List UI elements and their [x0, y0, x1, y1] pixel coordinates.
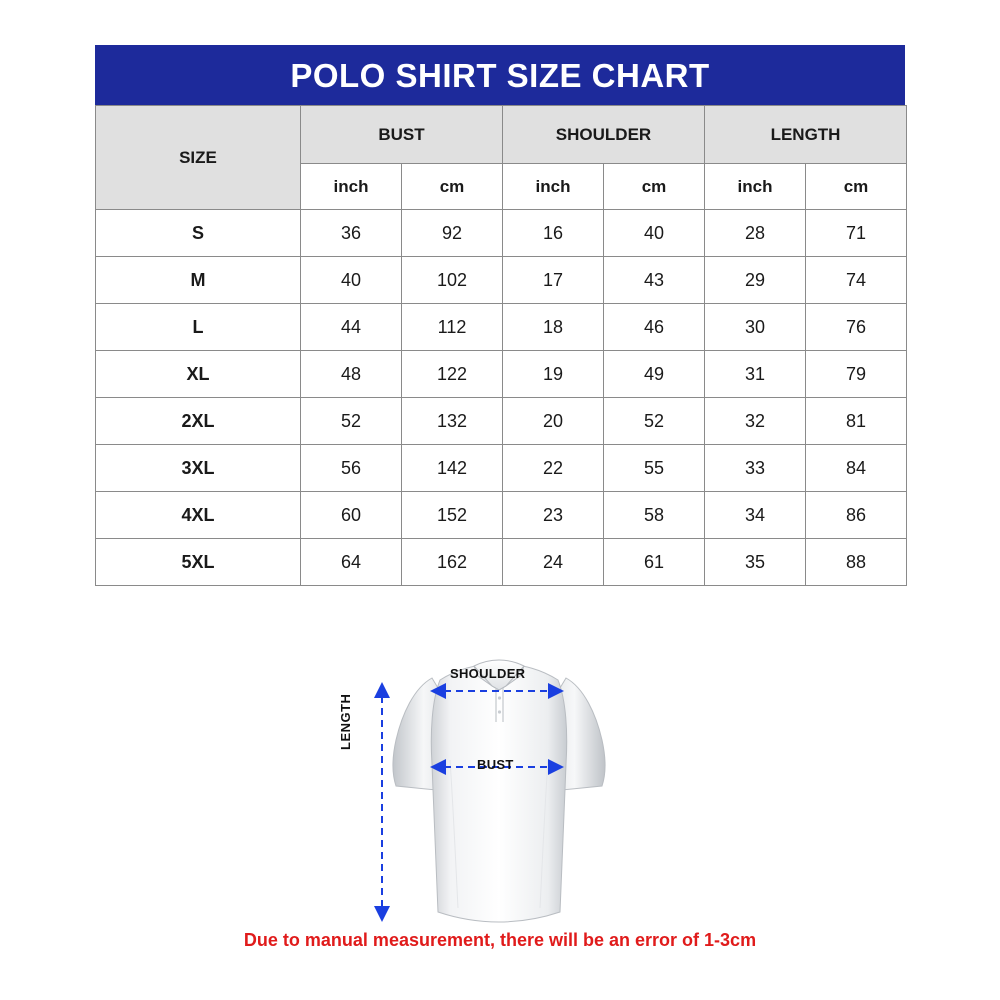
unit-length-cm: cm — [806, 164, 907, 210]
cell-shoulder-cm: 52 — [604, 398, 705, 445]
table-row — [96, 492, 907, 539]
cell-size: S — [96, 210, 301, 257]
size-chart-container — [95, 45, 905, 586]
header-size: SIZE — [96, 106, 301, 210]
cell-bust-cm: 162 — [402, 539, 503, 586]
cell-shoulder-inch: 19 — [503, 351, 604, 398]
table-head — [96, 106, 907, 210]
cell-size: 3XL — [96, 445, 301, 492]
cell-length-inch: 35 — [705, 539, 806, 586]
cell-shoulder-inch: 20 — [503, 398, 604, 445]
unit-bust-inch: inch — [301, 164, 402, 210]
cell-bust-inch: 64 — [301, 539, 402, 586]
table-row — [96, 210, 907, 257]
cell-shoulder-cm: 49 — [604, 351, 705, 398]
cell-size: M — [96, 257, 301, 304]
cell-bust-cm: 132 — [402, 398, 503, 445]
cell-size: XL — [96, 351, 301, 398]
cell-bust-cm: 142 — [402, 445, 503, 492]
cell-length-inch: 34 — [705, 492, 806, 539]
table-row — [96, 304, 907, 351]
unit-bust-cm: cm — [402, 164, 503, 210]
unit-shoulder-inch: inch — [503, 164, 604, 210]
cell-length-inch: 28 — [705, 210, 806, 257]
cell-size: 4XL — [96, 492, 301, 539]
measurement-footnote: Due to manual measurement, there will be an error of 1-3cm — [243, 930, 757, 950]
cell-bust-inch: 56 — [301, 445, 402, 492]
cell-shoulder-cm: 46 — [604, 304, 705, 351]
cell-bust-inch: 44 — [301, 304, 402, 351]
cell-length-cm: 81 — [806, 398, 907, 445]
group-header-row — [96, 106, 907, 164]
cell-length-cm: 74 — [806, 257, 907, 304]
table-row — [96, 398, 907, 445]
header-bust: BUST — [301, 106, 503, 164]
length-label: LENGTH — [338, 693, 353, 750]
cell-length-cm: 86 — [806, 492, 907, 539]
unit-shoulder-cm: cm — [604, 164, 705, 210]
cell-bust-inch: 36 — [301, 210, 402, 257]
bust-label: BUST — [477, 757, 514, 772]
shoulder-label: SHOULDER — [450, 666, 526, 681]
table-row — [96, 257, 907, 304]
header-length: LENGTH — [705, 106, 907, 164]
table-row — [96, 445, 907, 492]
cell-bust-inch: 52 — [301, 398, 402, 445]
cell-length-inch: 29 — [705, 257, 806, 304]
cell-bust-cm: 92 — [402, 210, 503, 257]
size-chart-table — [95, 105, 907, 586]
cell-bust-cm: 152 — [402, 492, 503, 539]
cell-shoulder-inch: 23 — [503, 492, 604, 539]
cell-shoulder-cm: 58 — [604, 492, 705, 539]
page-title: POLO SHIRT SIZE CHART — [95, 45, 905, 105]
measurement-diagram — [340, 632, 670, 927]
cell-length-inch: 30 — [705, 304, 806, 351]
header-shoulder: SHOULDER — [503, 106, 705, 164]
cell-bust-inch: 40 — [301, 257, 402, 304]
cell-length-cm: 76 — [806, 304, 907, 351]
table-row — [96, 539, 907, 586]
cell-bust-inch: 48 — [301, 351, 402, 398]
cell-shoulder-inch: 16 — [503, 210, 604, 257]
cell-size: 2XL — [96, 398, 301, 445]
table-body — [96, 210, 907, 586]
cell-shoulder-cm: 40 — [604, 210, 705, 257]
cell-length-cm: 88 — [806, 539, 907, 586]
cell-size: 5XL — [96, 539, 301, 586]
cell-shoulder-cm: 43 — [604, 257, 705, 304]
cell-shoulder-inch: 22 — [503, 445, 604, 492]
cell-length-inch: 33 — [705, 445, 806, 492]
cell-size: L — [96, 304, 301, 351]
cell-length-cm: 84 — [806, 445, 907, 492]
cell-bust-inch: 60 — [301, 492, 402, 539]
cell-shoulder-inch: 24 — [503, 539, 604, 586]
cell-shoulder-cm: 55 — [604, 445, 705, 492]
cell-shoulder-inch: 17 — [503, 257, 604, 304]
cell-length-cm: 79 — [806, 351, 907, 398]
cell-length-inch: 32 — [705, 398, 806, 445]
cell-length-cm: 71 — [806, 210, 907, 257]
cell-shoulder-cm: 61 — [604, 539, 705, 586]
unit-length-inch: inch — [705, 164, 806, 210]
cell-bust-cm: 102 — [402, 257, 503, 304]
cell-bust-cm: 112 — [402, 304, 503, 351]
table-row — [96, 351, 907, 398]
cell-length-inch: 31 — [705, 351, 806, 398]
cell-shoulder-inch: 18 — [503, 304, 604, 351]
cell-bust-cm: 122 — [402, 351, 503, 398]
